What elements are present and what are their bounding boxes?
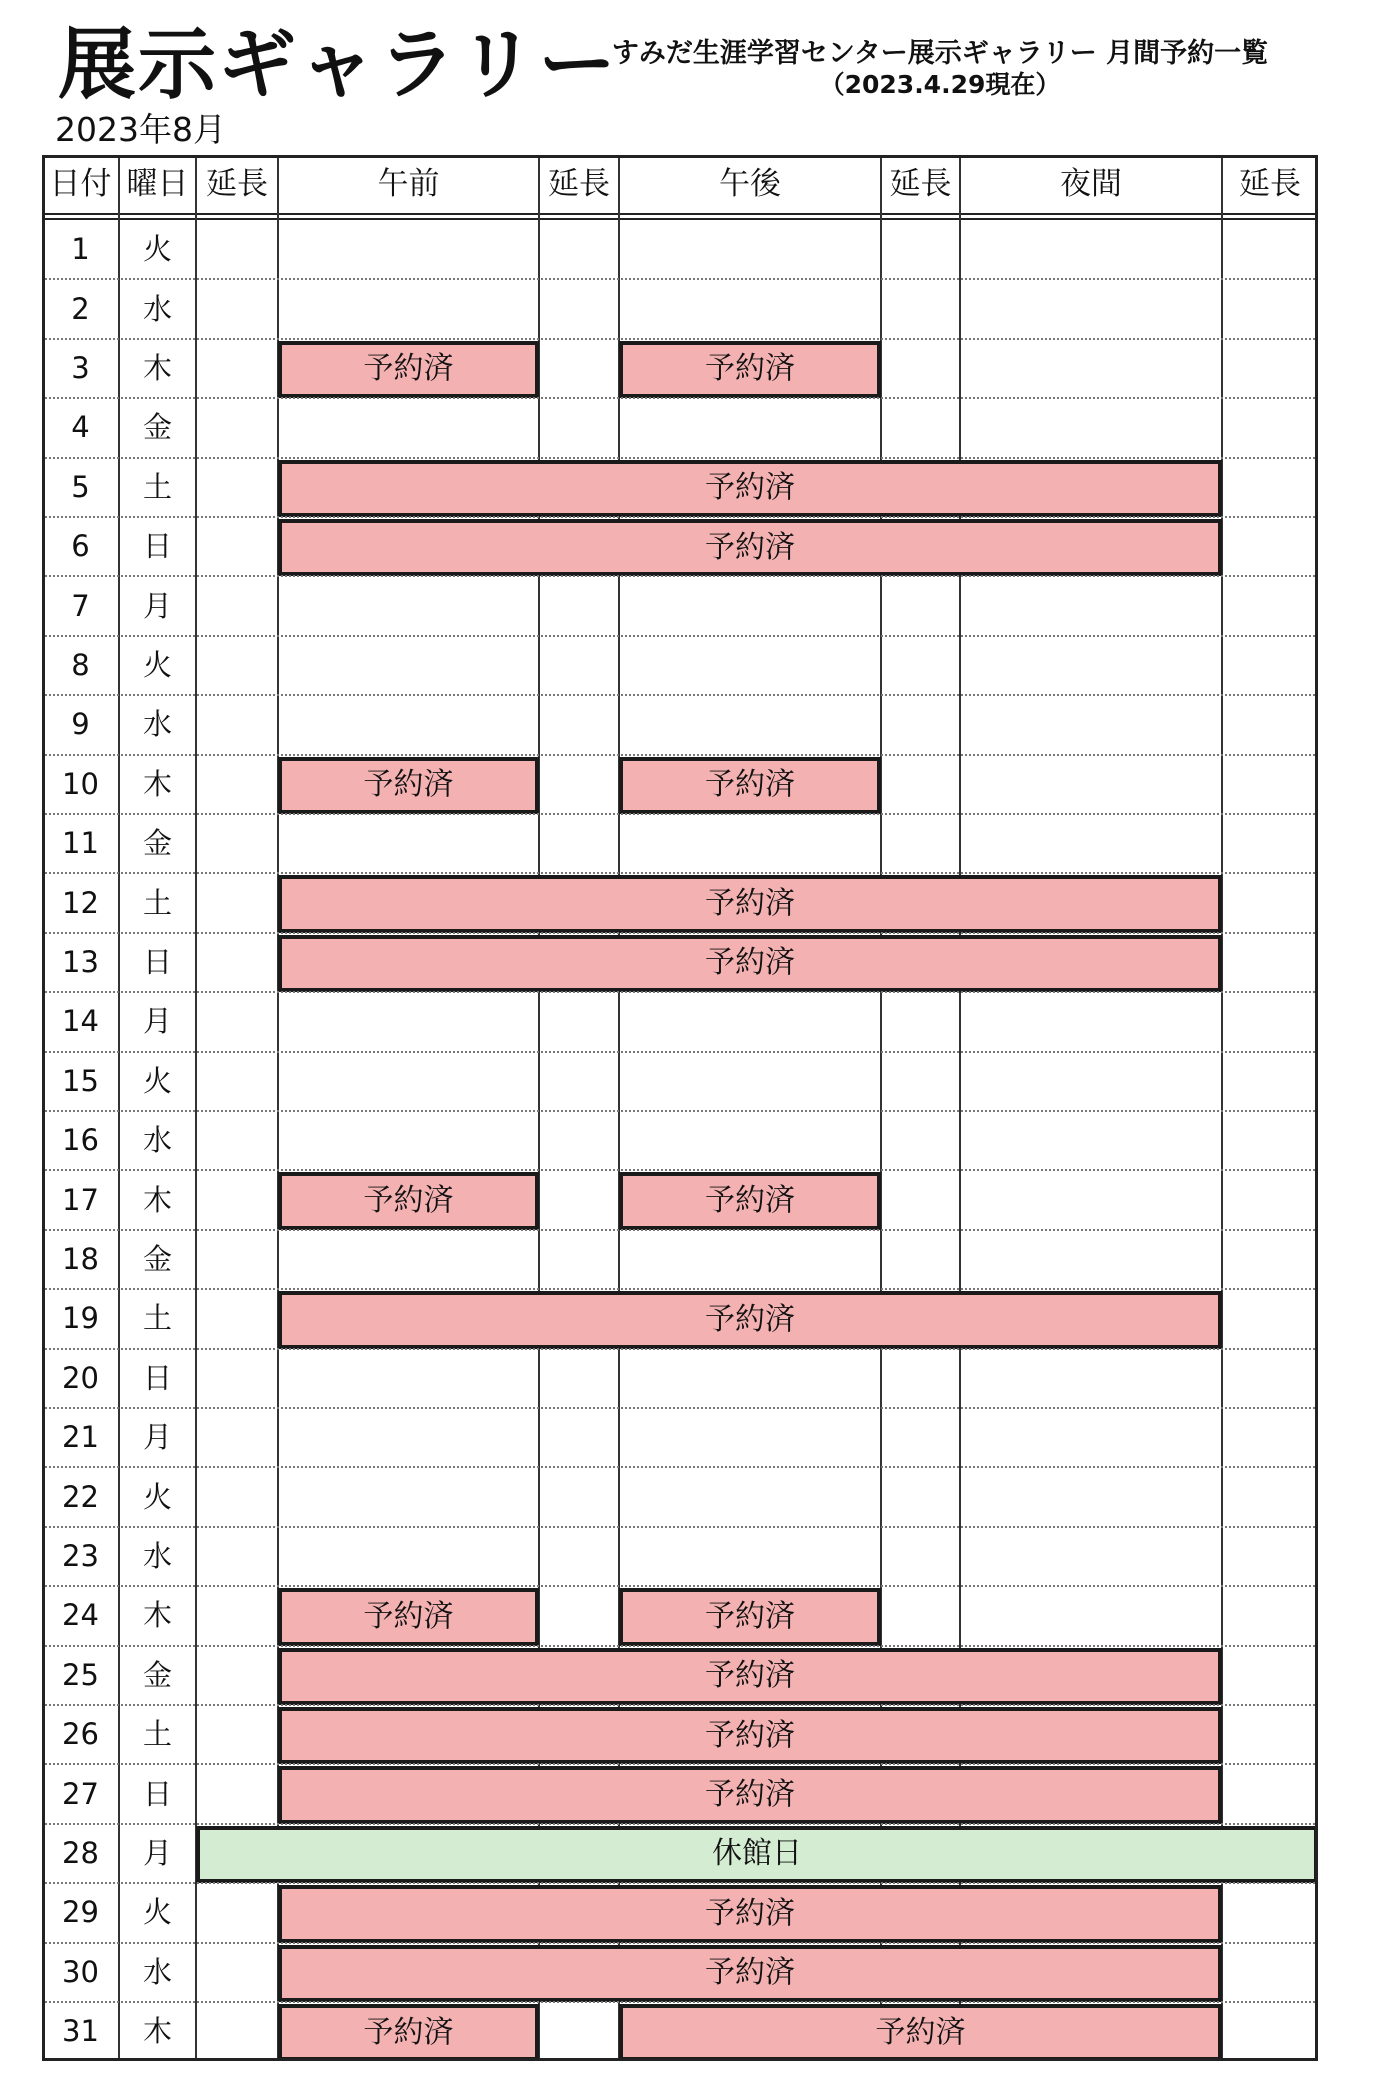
weekday-cell: 木	[142, 2014, 172, 2049]
booked-slot[interactable]: 予約済	[278, 519, 1222, 576]
column-header-ext-2: 延長	[548, 165, 610, 202]
date-cell: 10	[62, 766, 99, 801]
date-cell: 7	[71, 588, 90, 623]
column-header-ext-3: 延長	[889, 165, 952, 202]
row-divider	[42, 932, 1318, 934]
row-divider	[42, 754, 1318, 756]
weekday-cell: 土	[142, 469, 172, 504]
date-cell: 28	[62, 1835, 99, 1870]
weekday-cell: 月	[142, 588, 172, 623]
date-cell: 4	[71, 410, 90, 445]
weekday-cell: 土	[142, 885, 172, 920]
weekday-cell: 土	[142, 1301, 172, 1336]
booked-slot[interactable]: 予約済	[619, 1172, 881, 1229]
row-divider	[42, 1585, 1318, 1587]
subtitle-text: すみだ生涯学習センター展示ギャラリー 月間予約一覧	[611, 38, 1269, 69]
weekday-cell: 火	[142, 232, 172, 267]
date-cell: 20	[62, 1360, 99, 1395]
column-header-ext-1: 延長	[206, 165, 268, 202]
weekday-cell: 火	[142, 1895, 172, 1930]
date-cell: 19	[62, 1301, 99, 1336]
booked-slot[interactable]: 予約済	[278, 1885, 1222, 1942]
weekday-cell: 木	[142, 1182, 172, 1217]
row-divider	[42, 1348, 1318, 1350]
date-cell: 15	[62, 1063, 99, 1098]
page-subtitle	[590, 38, 1290, 100]
row-divider	[42, 278, 1318, 280]
row-divider	[42, 1526, 1318, 1528]
row-divider	[42, 694, 1318, 696]
date-cell: 3	[71, 350, 90, 385]
booked-slot[interactable]: 予約済	[619, 1588, 881, 1645]
as-of-date: （2023.4.29現在）	[819, 70, 1061, 100]
row-divider	[42, 813, 1318, 815]
weekday-cell: 金	[142, 1657, 172, 1692]
header-divider	[42, 213, 1318, 220]
weekday-cell: 月	[142, 1420, 172, 1455]
date-cell: 8	[71, 647, 90, 682]
row-divider	[42, 516, 1318, 518]
row-divider	[42, 1704, 1318, 1706]
row-divider	[42, 2001, 1318, 2003]
booked-slot[interactable]: 予約済	[278, 460, 1222, 517]
row-divider	[42, 338, 1318, 340]
weekday-cell: 日	[142, 944, 172, 979]
booked-slot[interactable]: 予約済	[278, 341, 539, 398]
weekday-cell: 土	[142, 1717, 172, 1752]
date-cell: 6	[71, 529, 90, 564]
date-cell: 27	[62, 1776, 99, 1811]
booked-slot[interactable]: 予約済	[278, 2004, 539, 2061]
booked-slot[interactable]: 予約済	[619, 757, 881, 814]
weekday-cell: 水	[142, 1538, 172, 1573]
row-divider	[42, 1763, 1318, 1765]
date-cell: 11	[62, 826, 99, 861]
weekday-cell: 木	[142, 1598, 172, 1633]
booked-slot[interactable]: 予約済	[619, 2004, 1222, 2061]
date-cell: 29	[62, 1895, 99, 1930]
booked-slot[interactable]: 予約済	[278, 757, 539, 814]
date-cell: 31	[62, 2014, 99, 2049]
column-header-ext-4: 延長	[1239, 165, 1301, 202]
weekday-cell: 金	[142, 826, 172, 861]
weekday-cell: 金	[142, 1241, 172, 1276]
booked-slot[interactable]: 予約済	[619, 341, 881, 398]
page-title: 展示ギャラリー	[58, 20, 619, 110]
weekday-cell: 火	[142, 1479, 172, 1514]
weekday-cell: 水	[142, 707, 172, 742]
weekday-cell: 水	[142, 1954, 172, 1989]
row-divider	[42, 635, 1318, 637]
booked-slot[interactable]: 予約済	[278, 1766, 1222, 1823]
row-divider	[42, 872, 1318, 874]
date-cell: 2	[71, 291, 90, 326]
row-divider	[42, 397, 1318, 399]
closed-day-block[interactable]: 休館日	[196, 1826, 1318, 1883]
date-cell: 25	[62, 1657, 99, 1692]
weekday-cell: 木	[142, 350, 172, 385]
column-header-weekday: 曜日	[126, 165, 189, 202]
row-divider	[42, 1051, 1318, 1053]
weekday-cell: 木	[142, 766, 172, 801]
date-cell: 16	[62, 1123, 99, 1158]
column-header-evening: 夜間	[1060, 165, 1122, 202]
row-divider	[42, 1110, 1318, 1112]
date-cell: 21	[62, 1420, 99, 1455]
weekday-cell: 日	[142, 1360, 172, 1395]
booked-slot[interactable]: 予約済	[278, 1291, 1222, 1348]
date-cell: 22	[62, 1479, 99, 1514]
date-cell: 13	[62, 944, 99, 979]
weekday-cell: 水	[142, 291, 172, 326]
month-label: 2023年8月	[55, 110, 226, 149]
weekday-cell: 火	[142, 647, 172, 682]
date-cell: 9	[71, 707, 90, 742]
booked-slot[interactable]: 予約済	[278, 875, 1222, 932]
booked-slot[interactable]: 予約済	[278, 1588, 539, 1645]
row-divider	[42, 1169, 1318, 1171]
date-cell: 17	[62, 1182, 99, 1217]
row-divider	[42, 1407, 1318, 1409]
reservation-table	[42, 155, 1318, 2061]
row-divider	[42, 991, 1318, 993]
booked-slot[interactable]: 予約済	[278, 1648, 1222, 1705]
weekday-cell: 日	[142, 1776, 172, 1811]
booked-slot[interactable]: 予約済	[278, 1707, 1222, 1764]
column-header-morning: 午前	[377, 165, 440, 202]
row-divider	[42, 1882, 1318, 1884]
date-cell: 30	[62, 1954, 99, 1989]
row-divider	[42, 1645, 1318, 1647]
weekday-cell: 金	[142, 410, 172, 445]
date-cell: 14	[62, 1004, 99, 1039]
weekday-cell: 日	[142, 529, 172, 564]
weekday-cell: 月	[142, 1835, 172, 1870]
weekday-cell: 月	[142, 1004, 172, 1039]
row-divider	[42, 575, 1318, 577]
weekday-cell: 火	[142, 1063, 172, 1098]
column-header-afternoon: 午後	[719, 165, 781, 202]
row-divider	[42, 457, 1318, 459]
weekday-cell: 水	[142, 1123, 172, 1158]
booked-slot[interactable]: 予約済	[278, 1172, 539, 1229]
row-divider	[42, 1823, 1318, 1825]
booked-slot[interactable]: 予約済	[278, 935, 1222, 992]
column-header-date: 日付	[49, 165, 112, 202]
row-divider	[42, 1288, 1318, 1290]
row-divider	[42, 1942, 1318, 1944]
row-divider	[42, 1466, 1318, 1468]
date-cell: 24	[62, 1598, 99, 1633]
booked-slot[interactable]: 予約済	[278, 1945, 1222, 2002]
date-cell: 5	[71, 469, 90, 504]
date-cell: 18	[62, 1241, 99, 1276]
date-cell: 23	[62, 1538, 99, 1573]
date-cell: 12	[62, 885, 99, 920]
date-cell: 26	[62, 1717, 99, 1752]
row-divider	[42, 1229, 1318, 1231]
date-cell: 1	[71, 232, 90, 267]
